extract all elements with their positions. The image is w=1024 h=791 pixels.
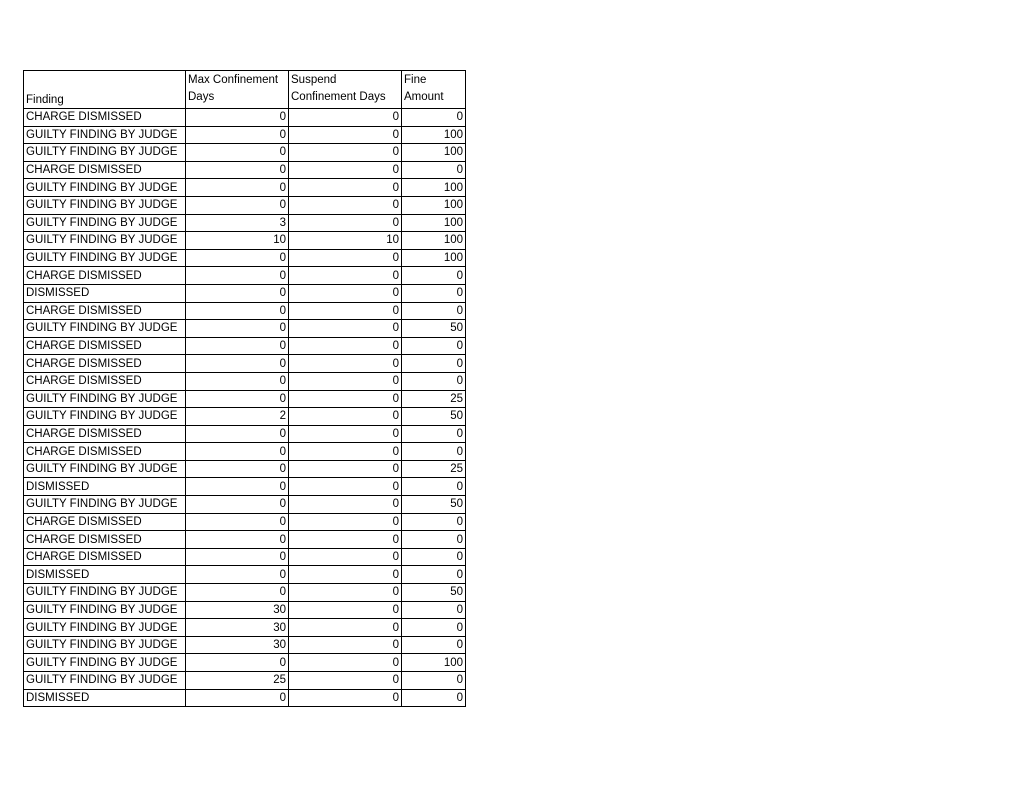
cell-fine-amount: 50 bbox=[402, 584, 466, 602]
cell-max-confinement-days: 0 bbox=[186, 654, 289, 672]
cell-fine-amount: 50 bbox=[402, 320, 466, 338]
table-row bbox=[24, 302, 466, 320]
table-row bbox=[24, 566, 466, 584]
cell-finding: GUILTY FINDING BY JUDGE bbox=[24, 179, 186, 197]
table-row bbox=[24, 496, 466, 514]
table-row bbox=[24, 619, 466, 637]
cell-finding: GUILTY FINDING BY JUDGE bbox=[24, 408, 186, 426]
cell-fine-amount: 0 bbox=[402, 337, 466, 355]
cell-suspend-confinement-days: 0 bbox=[289, 179, 402, 197]
cell-suspend-confinement-days: 0 bbox=[289, 531, 402, 549]
cell-suspend-confinement-days: 10 bbox=[289, 232, 402, 250]
cell-suspend-confinement-days: 0 bbox=[289, 408, 402, 426]
cell-finding: CHARGE DISMISSED bbox=[24, 372, 186, 390]
cell-max-confinement-days: 0 bbox=[186, 284, 289, 302]
cell-fine-amount: 0 bbox=[402, 478, 466, 496]
cell-suspend-confinement-days: 0 bbox=[289, 460, 402, 478]
table-row bbox=[24, 214, 466, 232]
cell-fine-amount: 50 bbox=[402, 496, 466, 514]
table-row bbox=[24, 636, 466, 654]
cell-max-confinement-days: 0 bbox=[186, 531, 289, 549]
cell-fine-amount: 100 bbox=[402, 232, 466, 250]
cell-fine-amount: 0 bbox=[402, 372, 466, 390]
cell-max-confinement-days: 30 bbox=[186, 601, 289, 619]
cell-fine-amount: 25 bbox=[402, 390, 466, 408]
table-row bbox=[24, 584, 466, 602]
cell-finding: GUILTY FINDING BY JUDGE bbox=[24, 619, 186, 637]
cell-suspend-confinement-days: 0 bbox=[289, 425, 402, 443]
cell-finding: CHARGE DISMISSED bbox=[24, 109, 186, 127]
cell-finding: GUILTY FINDING BY JUDGE bbox=[24, 320, 186, 338]
cell-max-confinement-days: 0 bbox=[186, 443, 289, 461]
cell-fine-amount: 0 bbox=[402, 355, 466, 373]
cell-suspend-confinement-days: 0 bbox=[289, 320, 402, 338]
cell-suspend-confinement-days: 0 bbox=[289, 566, 402, 584]
header-max-confinement-line2: Days bbox=[188, 91, 215, 103]
header-row bbox=[24, 71, 466, 109]
cell-fine-amount: 100 bbox=[402, 196, 466, 214]
cell-finding: GUILTY FINDING BY JUDGE bbox=[24, 144, 186, 162]
cell-fine-amount: 100 bbox=[402, 179, 466, 197]
cell-fine-amount: 0 bbox=[402, 513, 466, 531]
cell-finding: GUILTY FINDING BY JUDGE bbox=[24, 232, 186, 250]
cell-fine-amount: 0 bbox=[402, 689, 466, 707]
cell-fine-amount: 0 bbox=[402, 531, 466, 549]
cell-suspend-confinement-days: 0 bbox=[289, 548, 402, 566]
cell-fine-amount: 0 bbox=[402, 636, 466, 654]
cell-finding: DISMISSED bbox=[24, 689, 186, 707]
cell-suspend-confinement-days: 0 bbox=[289, 144, 402, 162]
cell-suspend-confinement-days: 0 bbox=[289, 601, 402, 619]
cell-finding: DISMISSED bbox=[24, 284, 186, 302]
cell-max-confinement-days: 0 bbox=[186, 109, 289, 127]
cell-max-confinement-days: 0 bbox=[186, 513, 289, 531]
header-fine-amount-line2: Amount bbox=[404, 91, 444, 103]
table-row bbox=[24, 126, 466, 144]
cell-max-confinement-days: 0 bbox=[186, 126, 289, 144]
table-row bbox=[24, 267, 466, 285]
cell-suspend-confinement-days: 0 bbox=[289, 126, 402, 144]
cell-suspend-confinement-days: 0 bbox=[289, 161, 402, 179]
cell-suspend-confinement-days: 0 bbox=[289, 654, 402, 672]
cell-suspend-confinement-days: 0 bbox=[289, 478, 402, 496]
cell-max-confinement-days: 0 bbox=[186, 584, 289, 602]
cell-max-confinement-days: 0 bbox=[186, 179, 289, 197]
cell-finding: CHARGE DISMISSED bbox=[24, 302, 186, 320]
cell-max-confinement-days: 2 bbox=[186, 408, 289, 426]
cell-suspend-confinement-days: 0 bbox=[289, 636, 402, 654]
cell-max-confinement-days: 0 bbox=[186, 390, 289, 408]
cell-max-confinement-days: 3 bbox=[186, 214, 289, 232]
table-row bbox=[24, 478, 466, 496]
cell-fine-amount: 0 bbox=[402, 161, 466, 179]
cell-max-confinement-days: 10 bbox=[186, 232, 289, 250]
header-finding bbox=[24, 71, 186, 109]
cell-fine-amount: 100 bbox=[402, 126, 466, 144]
cell-max-confinement-days: 0 bbox=[186, 372, 289, 390]
cell-max-confinement-days: 0 bbox=[186, 460, 289, 478]
cell-finding: CHARGE DISMISSED bbox=[24, 267, 186, 285]
cell-fine-amount: 0 bbox=[402, 302, 466, 320]
table-row bbox=[24, 425, 466, 443]
cell-fine-amount: 0 bbox=[402, 267, 466, 285]
table-row bbox=[24, 232, 466, 250]
table-row bbox=[24, 161, 466, 179]
cell-finding: GUILTY FINDING BY JUDGE bbox=[24, 584, 186, 602]
table-body bbox=[24, 109, 466, 707]
cell-finding: GUILTY FINDING BY JUDGE bbox=[24, 196, 186, 214]
cell-finding: GUILTY FINDING BY JUDGE bbox=[24, 496, 186, 514]
cell-suspend-confinement-days: 0 bbox=[289, 372, 402, 390]
cell-suspend-confinement-days: 0 bbox=[289, 672, 402, 690]
table-header bbox=[24, 71, 466, 109]
table-row bbox=[24, 548, 466, 566]
cell-max-confinement-days: 0 bbox=[186, 320, 289, 338]
header-fine-amount-line1: Fine bbox=[404, 74, 427, 86]
cell-finding: GUILTY FINDING BY JUDGE bbox=[24, 636, 186, 654]
table-row bbox=[24, 654, 466, 672]
table-row bbox=[24, 284, 466, 302]
cell-fine-amount: 50 bbox=[402, 408, 466, 426]
cell-fine-amount: 100 bbox=[402, 654, 466, 672]
cell-finding: CHARGE DISMISSED bbox=[24, 513, 186, 531]
table-row bbox=[24, 144, 466, 162]
cell-fine-amount: 100 bbox=[402, 249, 466, 267]
table-row bbox=[24, 408, 466, 426]
header-suspend-confinement bbox=[289, 71, 402, 109]
cell-suspend-confinement-days: 0 bbox=[289, 337, 402, 355]
table-row bbox=[24, 337, 466, 355]
table-row bbox=[24, 320, 466, 338]
cell-fine-amount: 0 bbox=[402, 601, 466, 619]
cell-fine-amount: 0 bbox=[402, 619, 466, 637]
cell-finding: CHARGE DISMISSED bbox=[24, 425, 186, 443]
cell-max-confinement-days: 0 bbox=[186, 196, 289, 214]
cell-max-confinement-days: 0 bbox=[186, 249, 289, 267]
cell-max-confinement-days: 0 bbox=[186, 566, 289, 584]
cell-suspend-confinement-days: 0 bbox=[289, 249, 402, 267]
table-row bbox=[24, 672, 466, 690]
header-max-confinement bbox=[186, 71, 289, 109]
cell-suspend-confinement-days: 0 bbox=[289, 496, 402, 514]
cell-suspend-confinement-days: 0 bbox=[289, 214, 402, 232]
cell-suspend-confinement-days: 0 bbox=[289, 284, 402, 302]
cell-suspend-confinement-days: 0 bbox=[289, 355, 402, 373]
cell-fine-amount: 0 bbox=[402, 672, 466, 690]
cell-fine-amount: 0 bbox=[402, 284, 466, 302]
cell-finding: DISMISSED bbox=[24, 566, 186, 584]
cell-suspend-confinement-days: 0 bbox=[289, 267, 402, 285]
table-row bbox=[24, 460, 466, 478]
cell-max-confinement-days: 0 bbox=[186, 302, 289, 320]
table-row bbox=[24, 689, 466, 707]
cell-fine-amount: 0 bbox=[402, 109, 466, 127]
cell-suspend-confinement-days: 0 bbox=[289, 109, 402, 127]
table-row bbox=[24, 109, 466, 127]
cell-finding: GUILTY FINDING BY JUDGE bbox=[24, 654, 186, 672]
cell-max-confinement-days: 0 bbox=[186, 425, 289, 443]
cell-finding: CHARGE DISMISSED bbox=[24, 443, 186, 461]
cell-suspend-confinement-days: 0 bbox=[289, 196, 402, 214]
cell-finding: DISMISSED bbox=[24, 478, 186, 496]
header-fine-amount bbox=[402, 71, 466, 109]
cell-suspend-confinement-days: 0 bbox=[289, 390, 402, 408]
cell-finding: CHARGE DISMISSED bbox=[24, 337, 186, 355]
table-row bbox=[24, 355, 466, 373]
header-max-confinement-line1: Max Confinement bbox=[188, 74, 279, 86]
cell-finding: CHARGE DISMISSED bbox=[24, 355, 186, 373]
cell-max-confinement-days: 0 bbox=[186, 161, 289, 179]
cell-suspend-confinement-days: 0 bbox=[289, 513, 402, 531]
cell-max-confinement-days: 0 bbox=[186, 478, 289, 496]
cell-finding: GUILTY FINDING BY JUDGE bbox=[24, 672, 186, 690]
cell-finding: CHARGE DISMISSED bbox=[24, 548, 186, 566]
cell-max-confinement-days: 30 bbox=[186, 619, 289, 637]
cell-fine-amount: 0 bbox=[402, 548, 466, 566]
cell-suspend-confinement-days: 0 bbox=[289, 584, 402, 602]
cell-max-confinement-days: 30 bbox=[186, 636, 289, 654]
cell-fine-amount: 0 bbox=[402, 443, 466, 461]
cell-fine-amount: 0 bbox=[402, 425, 466, 443]
cell-finding: GUILTY FINDING BY JUDGE bbox=[24, 249, 186, 267]
table-row bbox=[24, 196, 466, 214]
cell-fine-amount: 25 bbox=[402, 460, 466, 478]
table-row bbox=[24, 179, 466, 197]
table-row bbox=[24, 390, 466, 408]
table-row bbox=[24, 513, 466, 531]
cell-max-confinement-days: 0 bbox=[186, 355, 289, 373]
cell-finding: CHARGE DISMISSED bbox=[24, 531, 186, 549]
table-row bbox=[24, 249, 466, 267]
cell-finding: GUILTY FINDING BY JUDGE bbox=[24, 214, 186, 232]
cell-finding: GUILTY FINDING BY JUDGE bbox=[24, 460, 186, 478]
cell-max-confinement-days: 0 bbox=[186, 144, 289, 162]
cell-finding: GUILTY FINDING BY JUDGE bbox=[24, 390, 186, 408]
cell-suspend-confinement-days: 0 bbox=[289, 689, 402, 707]
cell-suspend-confinement-days: 0 bbox=[289, 619, 402, 637]
cell-finding: GUILTY FINDING BY JUDGE bbox=[24, 601, 186, 619]
findings-table bbox=[23, 70, 466, 707]
table-row bbox=[24, 601, 466, 619]
cell-suspend-confinement-days: 0 bbox=[289, 443, 402, 461]
header-suspend-confinement-line1: Suspend bbox=[291, 74, 337, 86]
cell-suspend-confinement-days: 0 bbox=[289, 302, 402, 320]
cell-max-confinement-days: 0 bbox=[186, 337, 289, 355]
header-finding-label: Finding bbox=[26, 93, 64, 106]
cell-max-confinement-days: 0 bbox=[186, 548, 289, 566]
cell-max-confinement-days: 0 bbox=[186, 496, 289, 514]
table-row bbox=[24, 531, 466, 549]
cell-max-confinement-days: 0 bbox=[186, 689, 289, 707]
cell-fine-amount: 100 bbox=[402, 144, 466, 162]
table-row bbox=[24, 443, 466, 461]
cell-max-confinement-days: 25 bbox=[186, 672, 289, 690]
header-suspend-confinement-line2: Confinement Days bbox=[291, 91, 386, 103]
cell-finding: GUILTY FINDING BY JUDGE bbox=[24, 126, 186, 144]
cell-max-confinement-days: 0 bbox=[186, 267, 289, 285]
table-row bbox=[24, 372, 466, 390]
cell-fine-amount: 0 bbox=[402, 566, 466, 584]
cell-fine-amount: 100 bbox=[402, 214, 466, 232]
cell-finding: CHARGE DISMISSED bbox=[24, 161, 186, 179]
